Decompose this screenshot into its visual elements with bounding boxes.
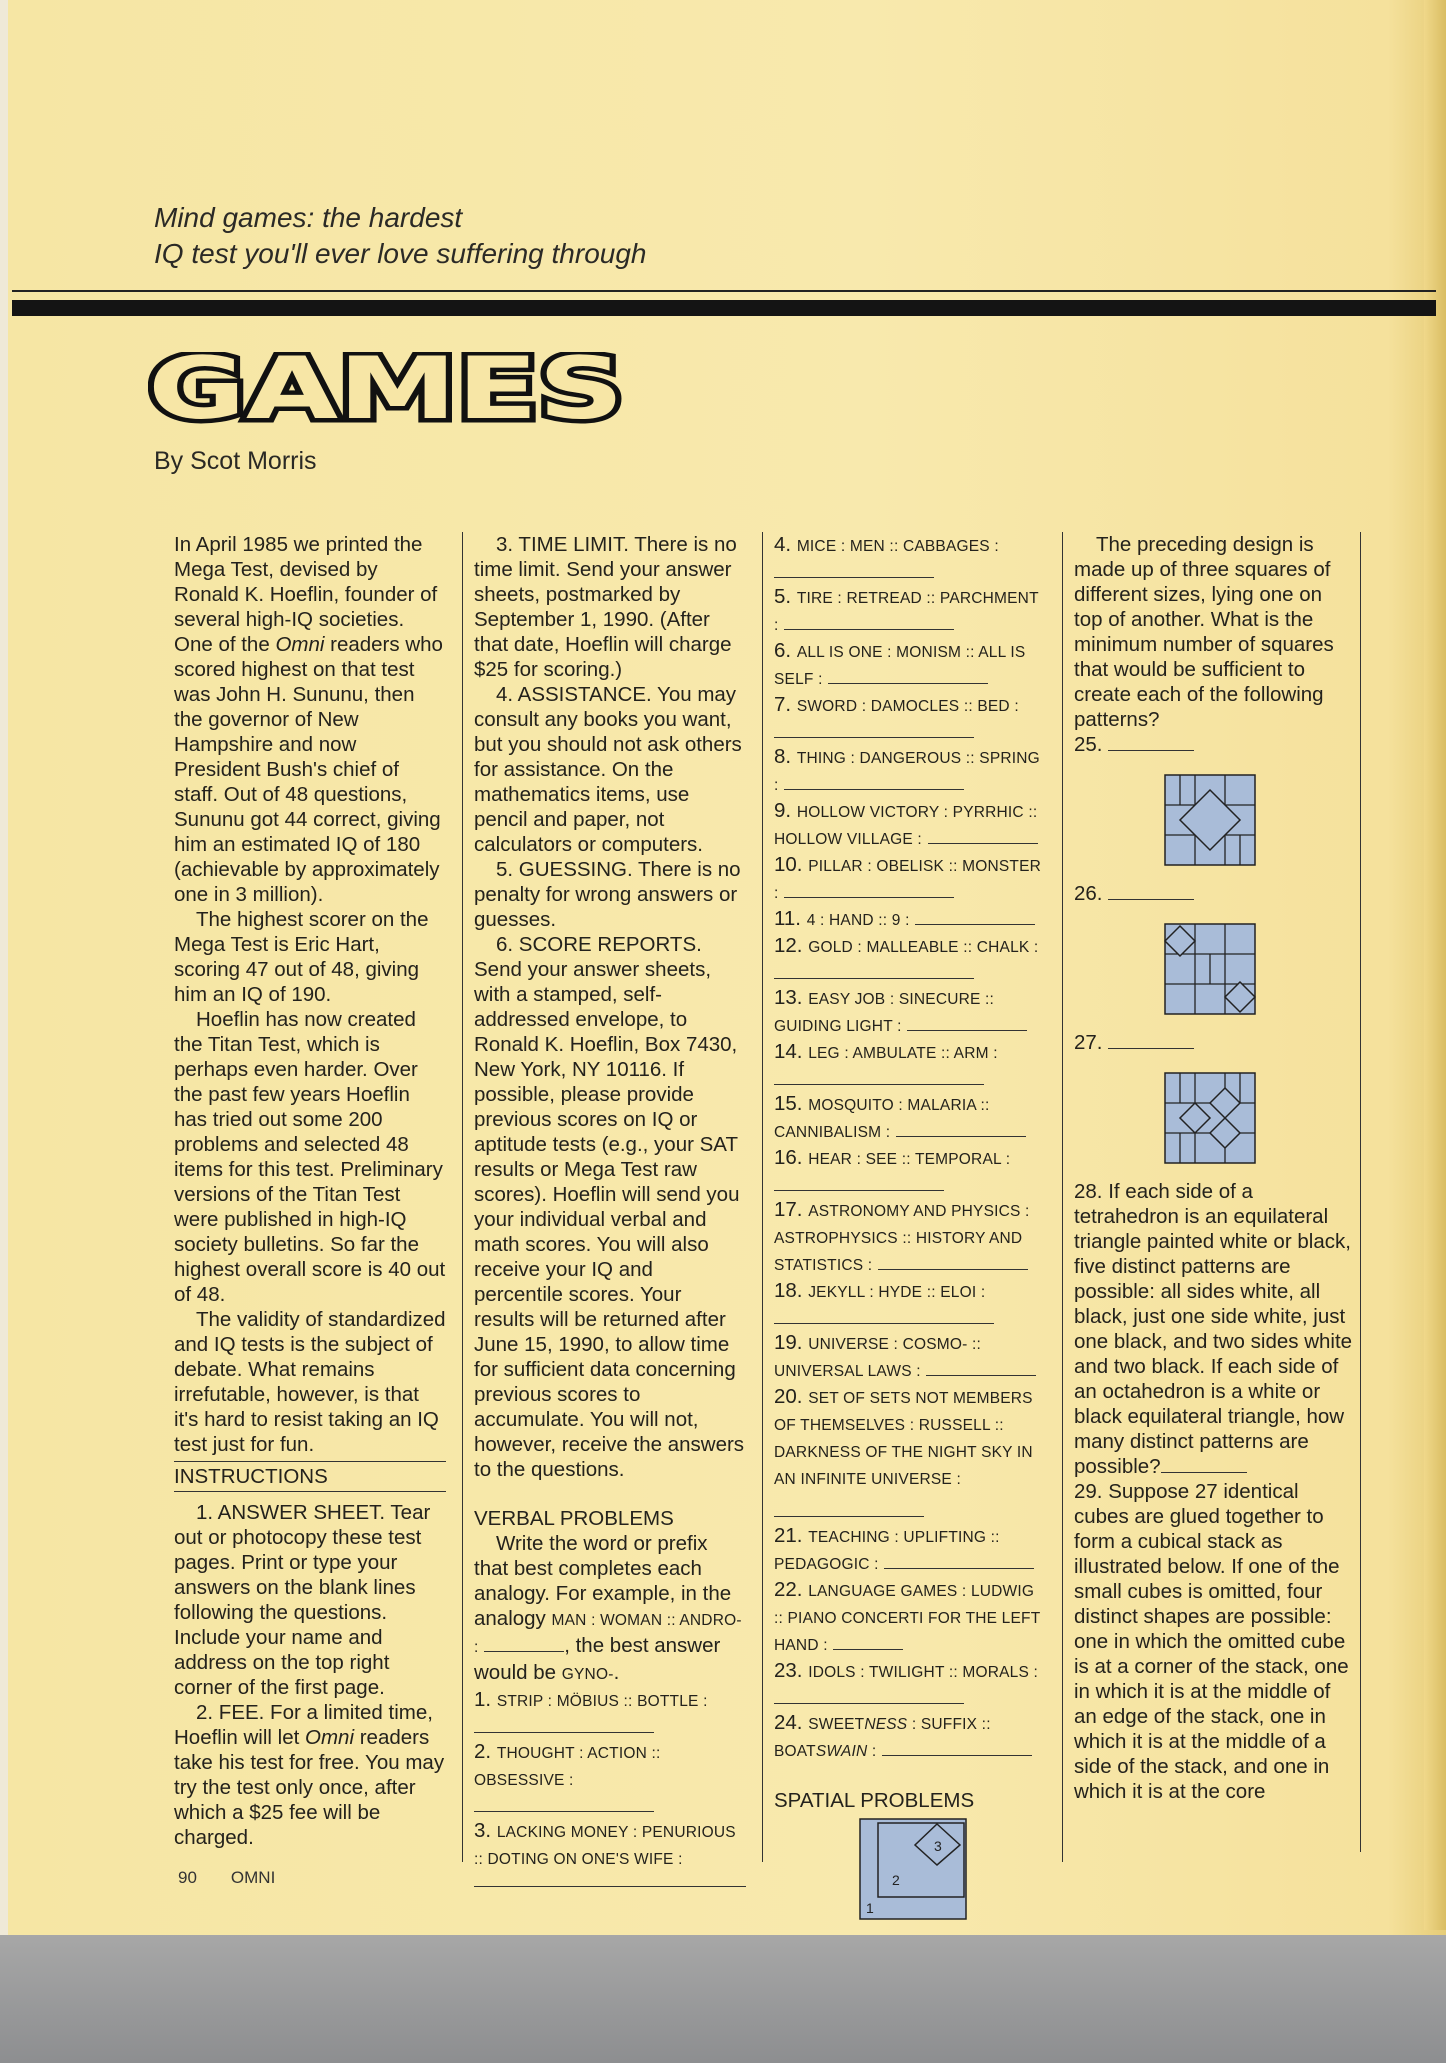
question-3: 3. LACKING MONEY : PENURIOUS :: DOTING ON ONE'S WIFE :	[474, 1818, 746, 1887]
answer-line-20[interactable]	[774, 1502, 924, 1517]
instruction-5: 5. GUESSING. There is no penalty for wrong answers or guesses.	[474, 858, 741, 931]
answer-line-7[interactable]	[774, 723, 974, 738]
question-2: 2. THOUGHT : ACTION :: OBSESSIVE :	[474, 1739, 746, 1818]
intro-paragraph-3: Hoeflin has now created the Titan Test, which is perhaps even harder. Over the past few years Hoeflin has tried out some 200 problems and selected 48 items for this test. Preliminary versions of the Titan Test were published in high-IQ society bulletins. So far the highest overall score is 40 out of 48.	[174, 1008, 446, 1306]
page-left-edge	[0, 0, 8, 1935]
question-1: 1. STRIP : MÖBIUS :: BOTTLE :	[474, 1687, 746, 1739]
question-19: 19. UNIVERSE : COSMO- :: UNIVERSAL LAWS :	[774, 1330, 1046, 1384]
figure-label-2: 2	[892, 1872, 900, 1888]
answer-line-17[interactable]	[878, 1255, 1028, 1270]
column-3	[774, 532, 1046, 1923]
verbal-intro: Write the word or prefix that best completes each analogy. For example, in the analogy MAN : WOMAN :: ANDRO- : , the best answer would be GYNO-.	[474, 1532, 742, 1684]
answer-line-25[interactable]	[1108, 736, 1194, 751]
pattern-26-figure	[1074, 906, 1346, 1030]
answer-line-15[interactable]	[896, 1122, 1026, 1137]
column-rule-4	[1360, 532, 1361, 1852]
header-rule-thin	[12, 290, 1436, 292]
column-2	[474, 532, 746, 1893]
question-26: 26.	[1074, 881, 1354, 906]
column-rule-3	[1062, 532, 1063, 1862]
answer-line-19[interactable]	[926, 1361, 1036, 1376]
question-22: 22. LANGUAGE GAMES : LUDWIG :: PIANO CONCERTI FOR THE LEFT HAND :	[774, 1578, 1041, 1654]
answer-line-9[interactable]	[928, 829, 1038, 844]
page-folio	[178, 1868, 275, 1888]
column-4	[1074, 532, 1354, 1804]
spatial-problems-heading: SPATIAL PROBLEMS	[774, 1789, 975, 1812]
answer-line-22[interactable]	[833, 1635, 903, 1650]
games-logo-text: GAMES	[148, 352, 624, 426]
page-number: 90	[178, 1868, 197, 1887]
intro-paragraph-1: In April 1985 we printed the Mega Test, devised by Ronald K. Hoeflin, founder of several high-IQ societies. One of the Omni readers who scored highest on that test was John H. Sununu, then the governor of New Hampshire and now President Bush's chief of staff. Out of 48 questions, Sununu got 44 correct, giving him an estimated IQ of 180 (achievable by approximately one in 3 million).	[174, 533, 443, 906]
instructions-heading: INSTRUCTIONS	[174, 1461, 446, 1492]
answer-line-28[interactable]	[1161, 1458, 1247, 1473]
intro-paragraph-2: The highest scorer on the Mega Test is Eric Hart, scoring 47 out of 48, giving him an IQ of 190.	[174, 908, 429, 1006]
magazine-name: OMNI	[230, 1868, 276, 1887]
verbal-problems-heading: VERBAL PROBLEMS	[474, 1507, 674, 1530]
question-27: 27.	[1074, 1030, 1354, 1055]
answer-line-5[interactable]	[784, 615, 954, 630]
games-logo	[148, 352, 628, 426]
question-9: 9. HOLLOW VICTORY : PYRRHIC :: HOLLOW VILLAGE :	[774, 799, 1038, 848]
answer-line-14[interactable]	[774, 1070, 984, 1085]
pattern-27-figure	[1074, 1055, 1346, 1179]
column-rule-1	[462, 532, 463, 1862]
answer-line-11[interactable]	[915, 910, 1035, 925]
question-5: 5. TIRE : RETREAD :: PARCHMENT :	[774, 585, 1039, 634]
answer-line-1[interactable]	[474, 1718, 654, 1733]
instruction-1: 1. ANSWER SHEET. Tear out or photocopy these test pages. Print or type your answers on the blank lines following the questions. Include your name and address on the top right corner of the first page.	[174, 1501, 431, 1699]
answer-line-2[interactable]	[474, 1797, 654, 1812]
answer-line-24[interactable]	[882, 1741, 1032, 1756]
question-13: 13. EASY JOB : SINECURE :: GUIDING LIGHT :	[774, 985, 1046, 1039]
deck-line-1: Mind games: the hardest	[154, 202, 463, 233]
answer-line-16[interactable]	[774, 1176, 944, 1191]
question-25: 25.	[1074, 732, 1354, 757]
column-rule-2	[762, 532, 763, 1862]
three-squares-figure	[774, 1813, 1046, 1923]
spatial-intro: The preceding design is made up of three squares of different sizes, lying one on top of another. What is the minimum number of squares that would be sufficient to create each of the following patterns?	[1074, 533, 1334, 731]
answer-line-4[interactable]	[774, 563, 934, 578]
answer-line-13[interactable]	[907, 1016, 1027, 1031]
answer-line-8[interactable]	[784, 775, 964, 790]
question-23: 23. IDOLS : TWILIGHT :: MORALS :	[774, 1658, 1046, 1710]
question-24: 24. SWEETNESS : SUFFIX :: BOATSWAIN :	[774, 1710, 1046, 1764]
question-6: 6. ALL IS ONE : MONISM :: ALL IS SELF :	[774, 639, 1026, 688]
deck-line-2: IQ test you'll ever love suffering through	[154, 238, 647, 269]
instruction-6: 6. SCORE REPORTS. Send your answer sheets, with a stamped, self-addressed envelope, to Ronald K. Hoeflin, Box 7430, New York, NY 10116. If possible, please provide previous scores on IQ or aptitude tests (e.g., your SAT results or Mega Test raw scores). Hoeflin will send you your individual verbal and math scores. You will also receive your IQ and percentile scores. Your results will be returned after June 15, 1990, to allow time for sufficient data concerning previous scores to accumulate. You will not, however, receive the answers to the questions.	[474, 933, 745, 1481]
answer-line-3[interactable]	[474, 1872, 746, 1887]
answer-line-12[interactable]	[774, 964, 974, 979]
header-rule-thick	[12, 300, 1436, 316]
question-28: 28. If each side of a tetrahedron is an equilateral triangle painted white or black, five distinct patterns are possible: all sides white, all black, just one side white, just one black, and two sides white and two black. If each side of an octahedron is a white or black equilateral triangle, how many distinct patterns are possible?	[1074, 1180, 1353, 1478]
intro-paragraph-4: The validity of standardized and IQ tests is the subject of debate. What remains irrefutable, however, is that it's hard to resist taking an IQ test just for fun.	[174, 1308, 446, 1456]
article-deck	[154, 200, 647, 272]
question-16: 16. HEAR : SEE :: TEMPORAL :	[774, 1145, 1046, 1197]
question-7: 7. SWORD : DAMOCLES :: BED :	[774, 692, 1046, 744]
answer-line-10[interactable]	[784, 883, 954, 898]
answer-line-18[interactable]	[774, 1309, 994, 1324]
question-11: 11. 4 : HAND :: 9 :	[774, 906, 1046, 933]
instruction-4: 4. ASSISTANCE. You may consult any books you want, but you should not ask others for assistance. On the mathematics items, use pencil and paper, not calculators or computers.	[474, 683, 742, 856]
question-14: 14. LEG : AMBULATE :: ARM :	[774, 1039, 1046, 1091]
instruction-2: 2. FEE. For a limited time, Hoeflin will let Omni readers take his test for free. You may try the test only once, after which a $25 fee will be charged.	[174, 1701, 445, 1849]
question-17: 17. ASTRONOMY AND PHYSICS : ASTROPHYSICS :: HISTORY AND STATISTICS :	[774, 1198, 1030, 1274]
question-4: 4. MICE : MEN :: CABBAGES :	[774, 532, 1046, 584]
column-1	[174, 532, 446, 1850]
figure-label-1: 1	[866, 1900, 874, 1916]
question-8: 8. THING : DANGEROUS :: SPRING :	[774, 745, 1040, 794]
question-12: 12. GOLD : MALLEABLE :: CHALK :	[774, 933, 1046, 985]
answer-line-23[interactable]	[774, 1689, 964, 1704]
answer-line-6[interactable]	[828, 669, 988, 684]
question-20: 20. SET OF SETS NOT MEMBERS OF THEMSELVES : RUSSELL :: DARKNESS OF THE NIGHT SKY IN AN INFINITE UNIVERSE :	[774, 1384, 1046, 1517]
question-18: 18. JEKYLL : HYDE :: ELOI :	[774, 1278, 1046, 1330]
answer-line-27[interactable]	[1108, 1034, 1194, 1049]
question-21: 21. TEACHING : UPLIFTING :: PEDAGOGIC :	[774, 1523, 1046, 1577]
instruction-3: 3. TIME LIMIT. There is no time limit. Send your answer sheets, postmarked by September 1, 1990. (After that date, Hoeflin will charge $25 for scoring.)	[474, 533, 737, 681]
pattern-25-figure	[1074, 757, 1346, 881]
question-29: 29. Suppose 27 identical cubes are glued together to form a cubical stack as illustrated below. If one of the small cubes is omitted, four distinct shapes are possible: one in which the omitted cube is at a corner of the stack, one in which it is at the middle of an edge of the stack, one in which it is at the middle of a side of the stack, and one in which it is at the core	[1074, 1480, 1349, 1803]
answer-line-21[interactable]	[884, 1554, 1034, 1569]
scan-background	[0, 1935, 1446, 2063]
byline: By Scot Morris	[154, 447, 317, 475]
question-15: 15. MOSQUITO : MALARIA :: CANNIBALISM :	[774, 1091, 1046, 1145]
answer-line-26[interactable]	[1108, 885, 1194, 900]
figure-label-3: 3	[934, 1838, 942, 1854]
question-10: 10. PILLAR : OBELISK :: MONSTER :	[774, 853, 1042, 902]
